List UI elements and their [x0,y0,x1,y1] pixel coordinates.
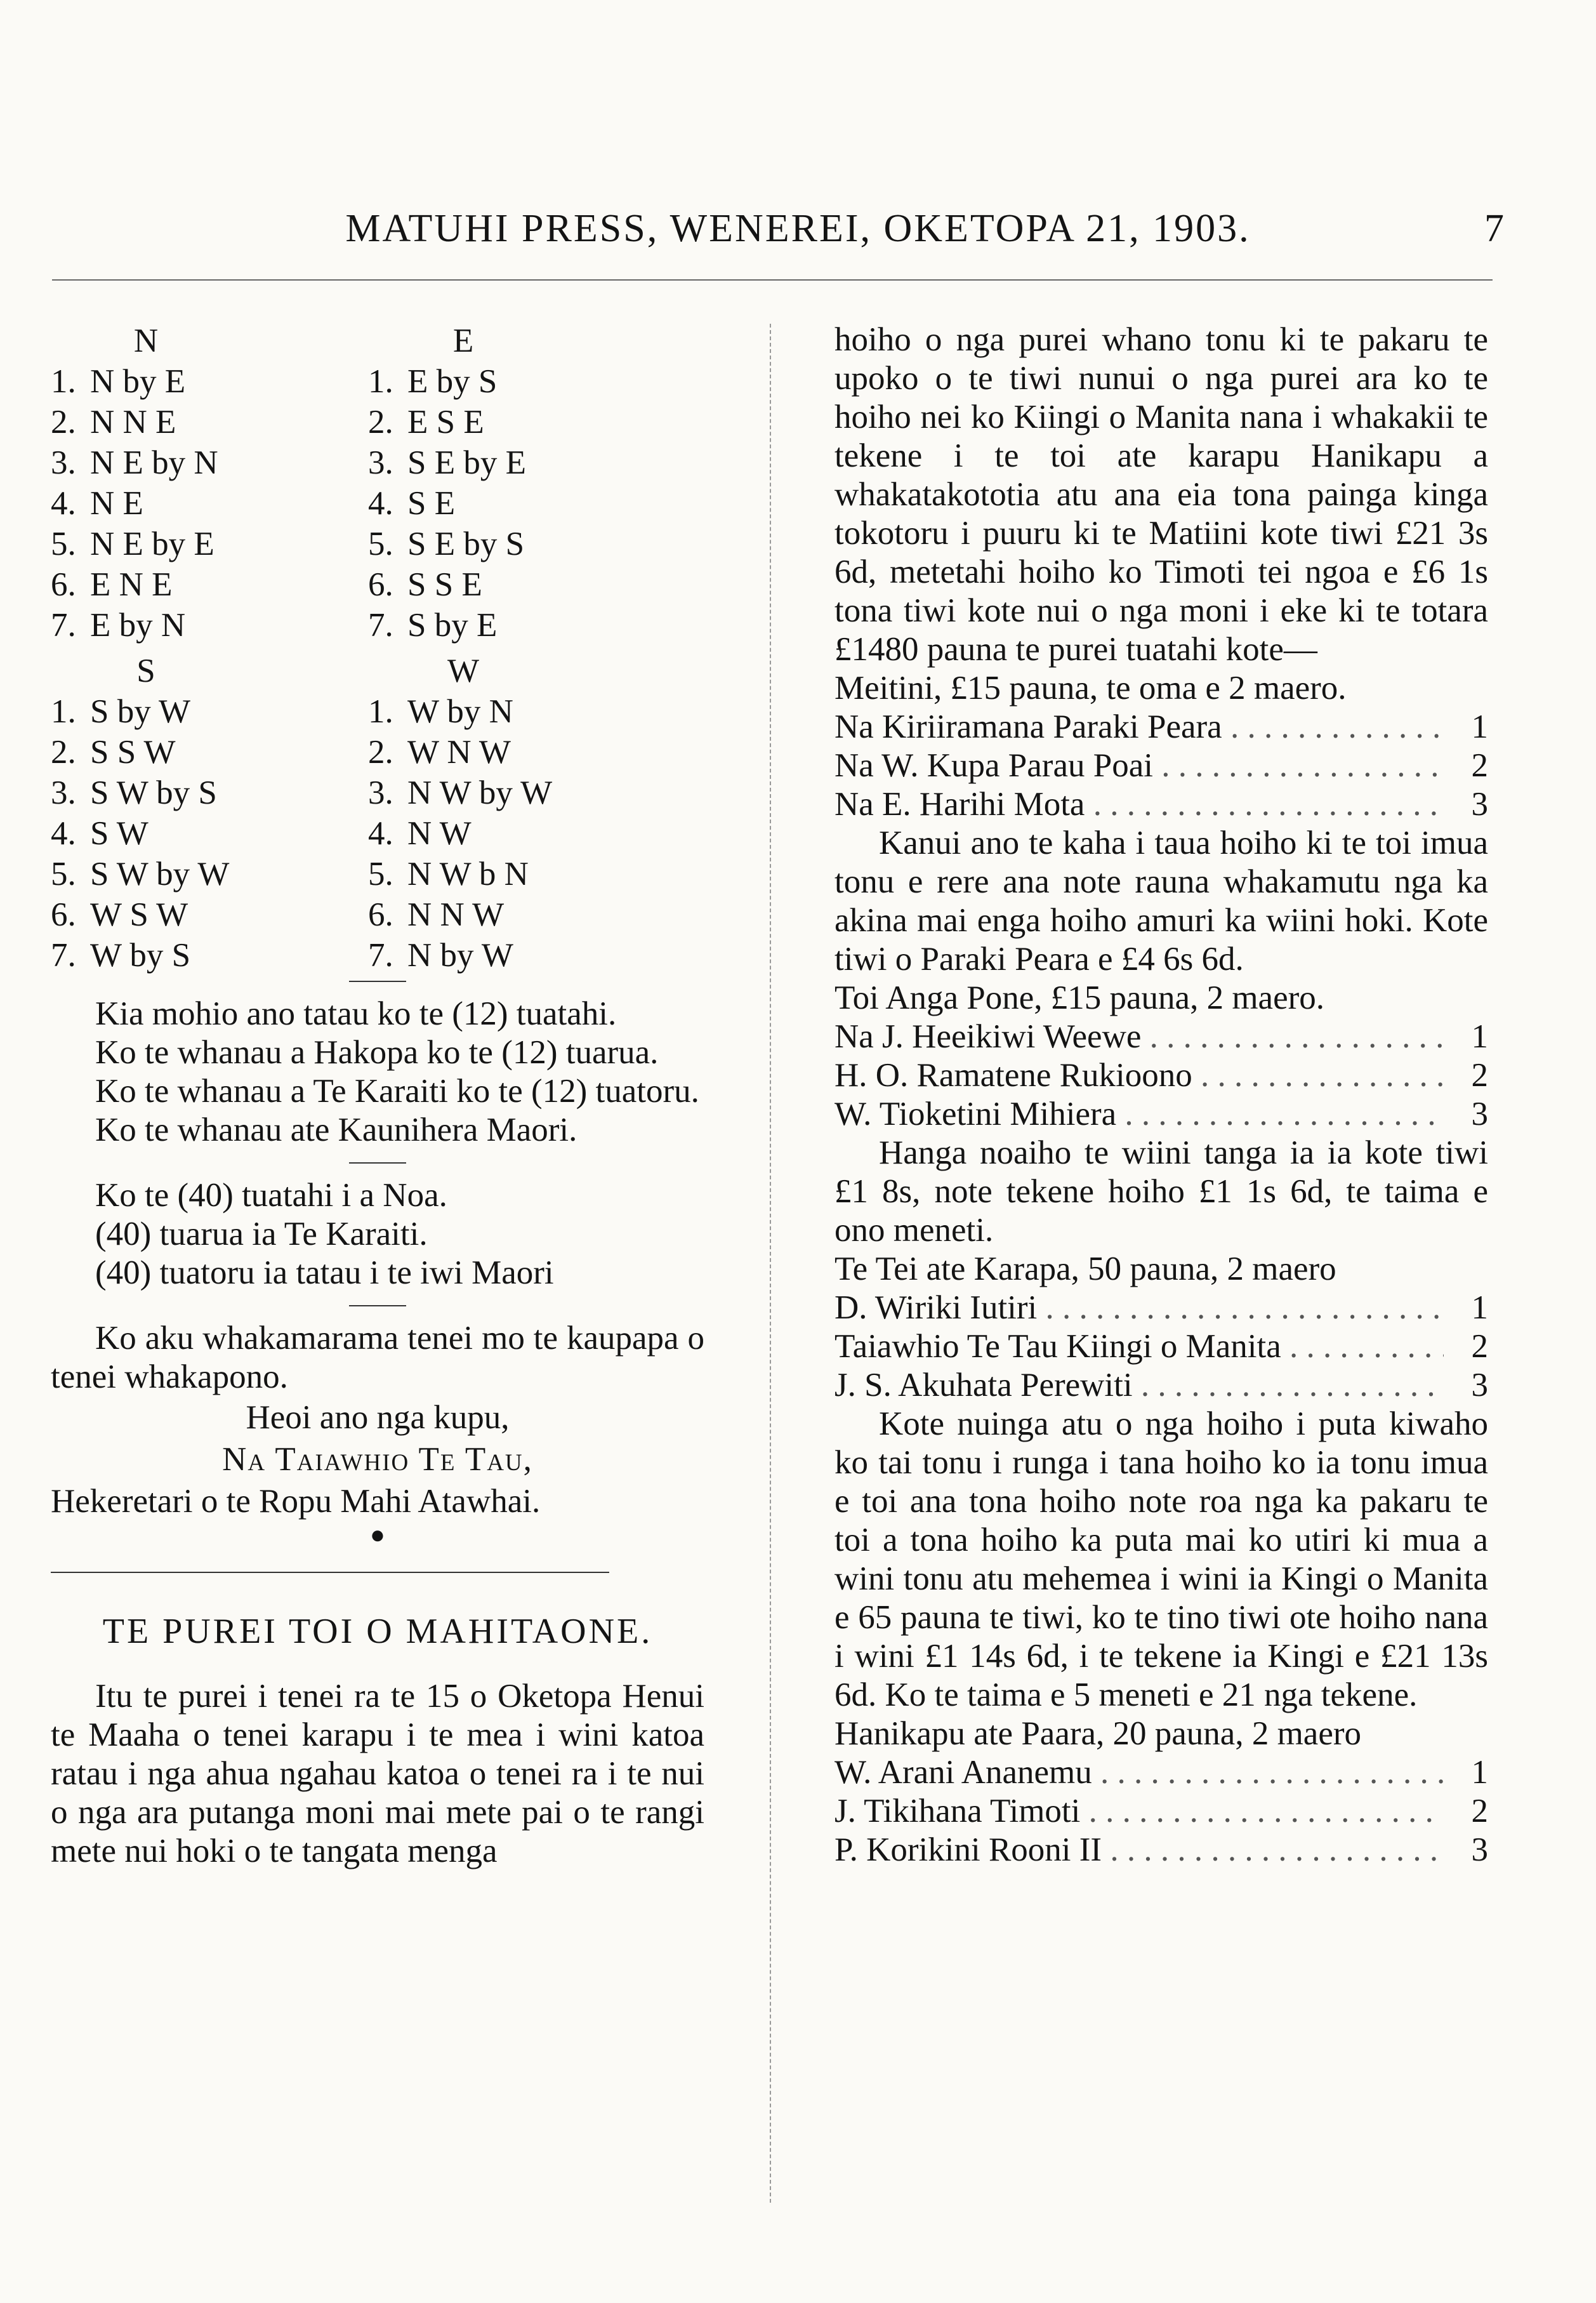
race-heading: Toi Anga Pone, £15 pauna, 2 maero. [834,979,1324,1016]
compass-item: 4. N W [368,815,472,852]
compass-item: 7. E by N [51,607,186,644]
signature-title: Hekeretari o te Ropu Mahi Atawhai. [51,1483,541,1520]
left-column [51,321,704,1871]
compass-item: 1. S by W [51,693,191,730]
race-entry: Na E. Harihi Mota . . . 3 [834,785,1488,824]
article-separator [51,1572,609,1573]
compass-item: 4. N E [51,485,143,522]
race-heading: Te Tei ate Karapa, 50 pauna, 2 maero [834,1251,1336,1287]
compass-item: 5. S W by W [51,856,230,893]
compass-group-e [368,321,635,646]
compass-item: 1. N by E [51,363,186,400]
body-paragraph: Ko te whanau a Te Karaiti ko te (12) tuatoru. [95,1073,699,1110]
compass-group-n [51,321,317,646]
compass-group-heading: E [452,322,474,359]
compass-item: 5. N E by E [51,526,214,562]
compass-group-w [368,651,635,976]
signature-closing: Heoi ano nga kupu, [246,1399,510,1436]
body-paragraph: Kote nuinga atu o nga hoiho i puta kiwaho ko tai tonu i runga i tana hoiho ko ia tonu imua e toi ana tona hoiho note roa nga ka pakaru te toi a tona hoiho ka puta mai ko utiri ki mua a wini tonu atu mehemea i wini ia Kingi o Manita e 65 pauna te tiwi, ko te tino tiwi ote hoiho nana i wini £1 14s 6d, i te tekene ia Kingi e £21 13s 6d. Ko te taima e 5 meneti e 21 nga tekene. [834,1405,1488,1713]
compass-item: 6. S S E [368,566,482,603]
right-column [834,321,1488,1869]
header-rule [52,279,1493,281]
race-entry: Na W. Kupa Parau Poai . . . 2 [834,747,1488,785]
compass-item: 6. E N E [51,566,173,603]
compass-item: 2. E S E [368,404,484,441]
compass-item: 1. E by S [368,363,498,400]
compass-item: 4. S W [51,815,148,852]
race-heading: Hanikapu ate Paara, 20 pauna, 2 maero [834,1715,1361,1752]
compass-item: 5. N W b N [368,856,529,893]
compass-item: 7. S by E [368,607,498,644]
article-heading: TE PUREI TOI O MAHITAONE. [102,1612,653,1651]
running-title: MATUHI PRESS, WENEREI, OKETOPA 21, 1903. [345,207,1251,250]
race-entry: P. Korikini Rooni II . . . 3 [834,1831,1488,1869]
compass-item: 2. N N E [51,404,176,441]
body-paragraph: Ko te (40) tuatahi i a Noa. [95,1177,447,1214]
compass-item: 3. S W by S [51,774,217,811]
body-paragraph: Hanga noaiho te wiini tanga ia ia kote tiwi £1 8s, note tekene hoiho £1 1s 6d, te taima e ono meneti. [834,1134,1488,1249]
compass-group-heading: S [136,653,155,689]
compass-group-heading: W [447,653,480,689]
race-entry: H. O. Ramatene Rukioono . . . 2 [834,1056,1488,1095]
page-header [51,206,1545,263]
compass-item: 1. W by N [368,693,513,730]
body-paragraph: (40) tuatoru ia tatau i te iwi Maori [95,1254,554,1291]
compass-item: 3. N E by N [51,444,218,481]
race-entry: W. Tioketini Mihiera . . . 3 [834,1095,1488,1134]
compass-group-heading: N [133,322,159,359]
signature-name: Na Taiawhio Te Tau, [222,1441,533,1478]
body-paragraph: (40) tuarua ia Te Karaiti. [95,1216,428,1252]
race-entry: J. S. Akuhata Perewiti . . . 3 [834,1366,1488,1405]
compass-item: 4. S E [368,485,456,522]
column-divider [770,324,771,2203]
body-paragraph: hoiho o nga purei whano tonu ki te pakaru te upoko o te tiwi nunui o nga purei ara ko te hoiho nei ko Kiingi o Manita nana i whakakii te tekene i te toi ate karapu Hanikapu a whakatakototia atu ana eia tona painga kinga tokotoru i puuru ki te Matiini kote tiwi £21 3s 6d, metetahi hoiho ko Timoti tei ngoa e £6 1s tona tiwi kote nui o nga moni i eke ki te totara £1480 pauna te purei tuatahi kote— [834,321,1488,668]
ornament-dot: ● [369,1520,386,1549]
page-number: 7 [1484,207,1504,250]
body-paragraph: Kanui ano te kaha i taua hoiho ki te toi imua tonu e rere ana note rauna whakamutu nga ka akina mai enga hoiho amuri ka wiini hoki. Kote tiwi o Paraki Peara e £4 6s 6d. [834,825,1488,978]
compass-item: 7. W by S [51,937,191,974]
compass-item: 6. N N W [368,896,505,933]
race-entry: D. Wiriki Iutiri . . . 1 [834,1289,1488,1327]
body-paragraph: Ko aku whakamarama tenei mo te kaupapa o tenei whakapono. [51,1320,704,1395]
body-paragraph: Ko te whanau a Hakopa ko te (12) tuarua. [95,1034,659,1071]
compass-item: 3. S E by E [368,444,526,481]
body-paragraph: Ko te whanau ate Kaunihera Maori. [95,1112,577,1148]
race-entry: J. Tikihana Timoti . . . 2 [834,1792,1488,1831]
compass-item: 2. W N W [368,734,511,771]
compass-item: 5. S E by S [368,526,525,562]
race-entry: W. Arani Ananemu . . . 1 [834,1753,1488,1792]
body-paragraph: Itu te purei i tenei ra te 15 o Oketopa Henui te Maaha o tenei karapu i te mea i wini katoa ratau i nga ahua ngahau katoa o tenei ra i te nui o nga ara putanga moni mai mete pai o te rangi mete nui hoki o te tangata menga [51,1678,704,1869]
compass-item: 2. S S W [51,734,176,771]
race-entry: Na J. Heeikiwi Weewe . . . 1 [834,1018,1488,1056]
compass-item: 6. W S W [51,896,188,933]
compass-points-table [51,321,704,981]
compass-group-s [51,651,317,976]
compass-item: 7. N by W [368,937,513,974]
compass-item: 3. N W by W [368,774,553,811]
race-heading: Meitini, £15 pauna, te oma e 2 maero. [834,670,1347,707]
race-entry: Na Kiriiramana Paraki Peara . . . 1 [834,708,1488,747]
race-entry: Taiawhio Te Tau Kiingi o Manita . . . 2 [834,1327,1488,1366]
body-paragraph: Kia mohio ano tatau ko te (12) tuatahi. [95,995,617,1032]
